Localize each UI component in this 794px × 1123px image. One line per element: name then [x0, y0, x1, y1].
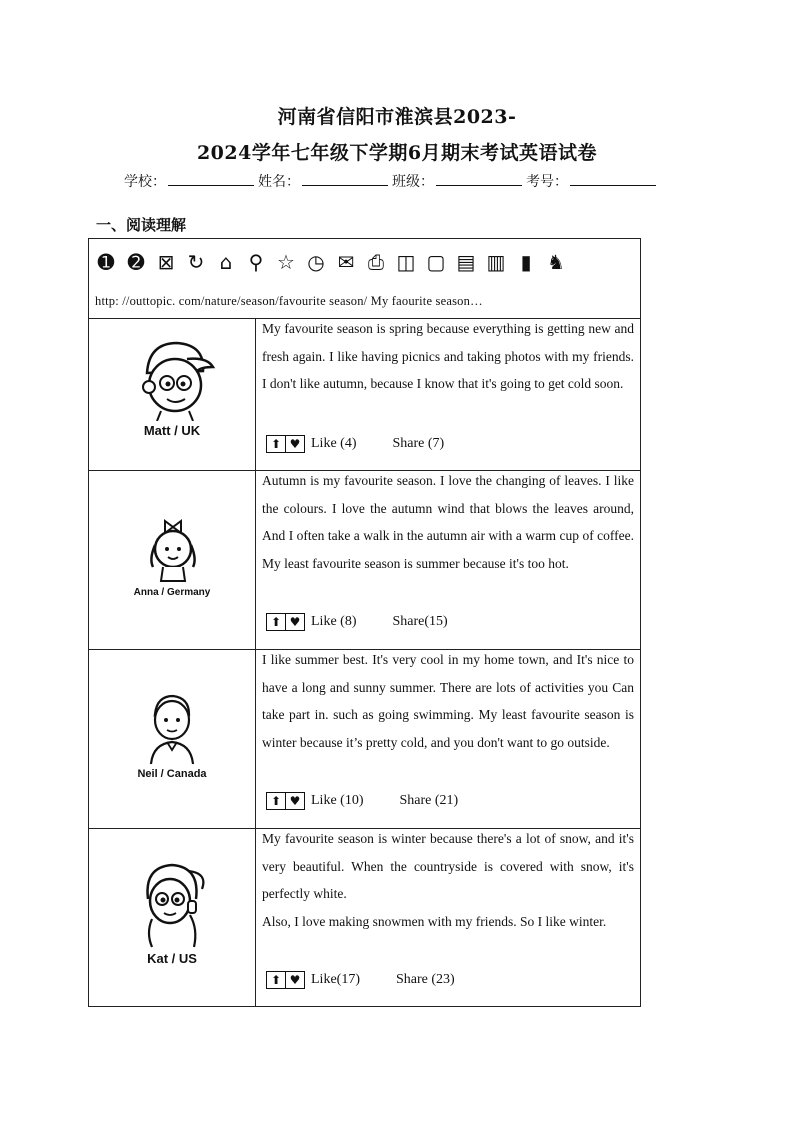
- avatar-kat: [89, 859, 255, 966]
- boy-cap-icon: [127, 333, 217, 421]
- forward-icon: ➋: [127, 250, 145, 274]
- name-field: 姓名：: [258, 171, 388, 191]
- post-row-kat: [89, 829, 640, 1007]
- author-label: Anna / Germany: [133, 587, 211, 598]
- name-blank[interactable]: [302, 171, 388, 186]
- author-label: Kat / US: [147, 951, 197, 966]
- vote-buttons: [266, 971, 305, 989]
- exam-title-line1: 河南省信阳市淮滨县2023-: [277, 106, 517, 128]
- post-row-anna: [89, 471, 640, 649]
- research-icon: ▤: [456, 250, 476, 274]
- like-count[interactable]: Like(17): [311, 972, 360, 987]
- share-count[interactable]: Share (23): [395, 972, 455, 987]
- class-blank[interactable]: [436, 171, 522, 186]
- post-text: Autumn is my favourite season. I love the changing of leaves. I like the colours. I love the autumn wind that blows the leaves around, And I often take a walk in the autumn air with a warm cup of coffee. My least favourite season is summer because it's too hot.: [262, 473, 634, 571]
- back-icon: ➊: [97, 250, 115, 274]
- exam-title-line2: 2024学年七年级下学期6月期末考试英语试卷: [196, 142, 598, 164]
- mail-icon: ✉: [337, 250, 355, 274]
- class-field: 班级：: [392, 171, 522, 191]
- print-icon: ⎙: [368, 250, 384, 274]
- post-text-part2: Also, I love making snowmen with my friends. So I like winter.: [262, 913, 607, 929]
- extra-icon: ♞: [547, 250, 565, 274]
- stop-icon: ⊠: [157, 250, 175, 274]
- favorites-icon: ☆: [277, 250, 295, 274]
- girl-headphones-icon: [132, 859, 212, 949]
- post-row-neil: [89, 650, 640, 828]
- exam-number-field: 考号：: [526, 171, 656, 191]
- heart-icon[interactable]: ♥: [285, 972, 304, 988]
- up-arrow-icon[interactable]: ⬆: [270, 794, 282, 808]
- bookmark-icon: ▮: [520, 250, 532, 274]
- post-actions: [266, 971, 455, 989]
- exam-number-blank[interactable]: [570, 171, 656, 186]
- vote-buttons: [266, 792, 305, 810]
- post-text: I like summer best. It's very cool in my home town, and It's nice to have a long and sunny summer. There are lots of activities you Can take part in. such as going swimming. My least favourite season is winter because it’s pretty cold, and you don't want to go outside.: [262, 652, 634, 750]
- post-text: [262, 825, 634, 935]
- vote-buttons: [266, 613, 305, 631]
- up-arrow-icon[interactable]: ⬆: [270, 973, 282, 987]
- author-label: Matt / UK: [143, 423, 201, 438]
- author-label: Neil / Canada: [137, 768, 207, 780]
- avatar-neil: [89, 690, 255, 780]
- heart-icon[interactable]: ♥: [285, 436, 304, 452]
- boy-icon: [137, 690, 207, 766]
- avatar-matt: [89, 333, 255, 438]
- student-info-line: [124, 171, 660, 191]
- school-blank[interactable]: [168, 171, 254, 186]
- like-count[interactable]: Like (10): [311, 793, 364, 808]
- girl-bow-icon: [137, 515, 207, 585]
- post-row-matt: [89, 319, 640, 470]
- post-text: My favourite season is spring because everything is getting new and fresh again. I like having picnics and taking photos with my friends. I don't like autumn, because I know that it's going to get cold soon.: [262, 321, 634, 392]
- heart-icon[interactable]: ♥: [285, 614, 304, 630]
- like-count[interactable]: Like (4): [311, 436, 357, 451]
- share-count[interactable]: Share (7): [392, 436, 445, 451]
- post-actions: [266, 435, 444, 453]
- like-count[interactable]: Like (8): [311, 614, 357, 629]
- history-icon: ◷: [307, 250, 325, 274]
- share-count[interactable]: Share (21): [399, 793, 459, 808]
- refresh-icon: ↻: [187, 250, 205, 274]
- url-text: http: //outtopic. com/nature/season/favourite season/ My faourite season…: [95, 294, 483, 308]
- browser-toolbar: [89, 239, 640, 285]
- section-title: 一、阅读理解: [96, 216, 187, 234]
- up-arrow-icon[interactable]: ⬆: [270, 437, 282, 451]
- browser-table: [88, 238, 641, 1007]
- avatar-anna: [89, 515, 255, 598]
- share-count[interactable]: Share(15): [392, 614, 448, 629]
- up-arrow-icon[interactable]: ⬆: [270, 615, 282, 629]
- home-icon: ⌂: [219, 250, 233, 274]
- post-actions: [266, 613, 448, 631]
- post-text-part1: My favourite season is winter because there's a lot of snow, and it's very beautiful. When the countryside is covered with snow, it's perfectly white.: [262, 831, 634, 902]
- edit-icon: ◫: [396, 250, 416, 274]
- heart-icon[interactable]: ♥: [285, 793, 304, 809]
- vote-buttons: [266, 435, 305, 453]
- messenger-icon: ▥: [486, 250, 506, 274]
- discuss-icon: ▢: [426, 250, 446, 274]
- school-field: 学校：: [124, 171, 254, 191]
- search-icon: ⚲: [248, 250, 264, 274]
- post-actions: [266, 792, 458, 810]
